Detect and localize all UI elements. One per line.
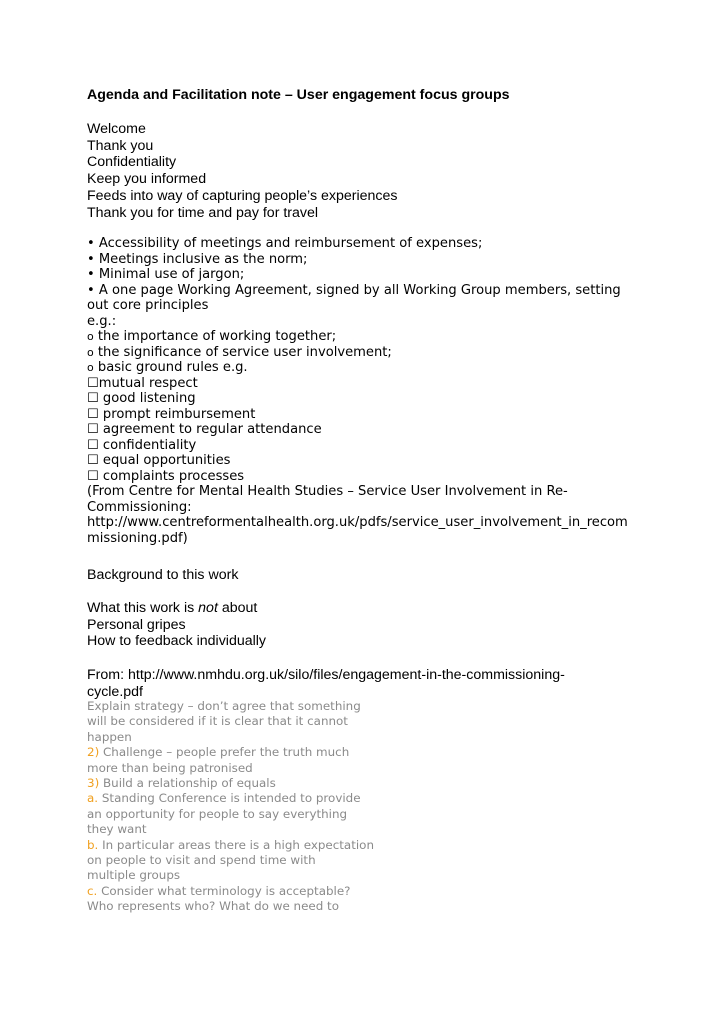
checkbox-item: [87, 376, 687, 392]
checkbox-icon: ☐: [87, 406, 99, 422]
note-line: an opportunity for people to say everything: [87, 806, 348, 821]
welcome-list: [87, 121, 687, 221]
not-about-suffix: about: [217, 600, 258, 616]
checkbox-label: agreement to regular attendance: [98, 422, 322, 437]
note-text: Standing Conference is intended to provide: [98, 791, 361, 806]
note-line: they want: [87, 822, 147, 837]
note-line: Explain strategy – don’t agree that something: [87, 699, 361, 713]
source-line: (From Centre for Mental Health Studies – Service User Involvement in Re-: [87, 484, 568, 499]
checkbox-icon: ☐: [87, 437, 99, 453]
note-text: In particular areas there is a high expectation: [98, 837, 374, 852]
checkbox-label: good listening: [98, 391, 196, 406]
from-source: [87, 667, 687, 700]
bullet-item: • A one page Working Agreement, signed by all Working Group members, setting: [87, 282, 621, 298]
bullet-item: • Minimal use of jargon;: [87, 267, 245, 282]
checkbox-label: mutual respect: [98, 375, 198, 391]
list-item: Feeds into way of capturing people’s experiences: [87, 187, 398, 204]
list-item: Welcome: [87, 121, 146, 137]
list-item: Personal gripes: [87, 616, 186, 633]
note-line: [87, 884, 687, 899]
checkbox-item: [87, 469, 687, 485]
not-about-section: [87, 600, 687, 650]
source-line: Commissioning:: [87, 499, 192, 515]
sub-item-text: basic ground rules e.g.: [93, 360, 248, 375]
note-number: c.: [87, 883, 98, 898]
sub-item-text: the importance of working together;: [93, 329, 337, 344]
checkbox-item: [87, 438, 687, 454]
quoted-notes: [87, 699, 687, 915]
note-line: [87, 745, 687, 760]
background-heading: Background to this work: [87, 567, 239, 583]
note-line: happen: [87, 729, 132, 744]
sub-item-text: the significance of service user involvement;: [93, 344, 392, 360]
principles-list: [87, 236, 687, 546]
bullet-item: • Meetings inclusive as the norm;: [87, 251, 308, 267]
note-number: a.: [87, 791, 99, 806]
checkbox-icon: ☐: [87, 453, 99, 468]
checkbox-label: confidentiality: [98, 437, 197, 453]
checkbox-item: [87, 391, 687, 407]
not-about-heading: [87, 600, 687, 617]
from-link-continued[interactable]: cycle.pdf: [87, 683, 143, 700]
note-number: 2): [87, 745, 100, 760]
list-item: Thank you for time and pay for travel: [87, 204, 319, 221]
note-line: will be considered if it is clear that it cannot: [87, 714, 348, 729]
note-number: b.: [87, 837, 99, 852]
checkbox-item: [87, 407, 687, 423]
checkbox-icon: ☐: [87, 422, 99, 437]
checkbox-icon: ☐: [87, 468, 99, 484]
note-line: [87, 838, 687, 853]
checkbox-item: [87, 453, 687, 469]
source-link[interactable]: http://www.centreformentalhealth.org.uk/pdfs/service_user_involvement_in_recom: [87, 515, 628, 530]
from-link[interactable]: From: http://www.nmhdu.org.uk/silo/files/engagement-in-the-commissioning-: [87, 667, 565, 683]
note-line: multiple groups: [87, 868, 181, 883]
note-number: 3): [87, 776, 100, 791]
note-line: [87, 776, 687, 791]
source-line: missioning.pdf): [87, 530, 188, 546]
bullet-item: e.g.:: [87, 313, 117, 329]
checkbox-label: complaints processes: [98, 468, 245, 484]
checkbox-item: [87, 422, 687, 438]
list-item: How to feedback individually: [87, 633, 267, 650]
note-text: Challenge – people prefer the truth much: [99, 745, 350, 760]
note-text: Build a relationship of equals: [99, 776, 276, 791]
checkbox-label: equal opportunities: [98, 453, 231, 468]
bullet-item: • Accessibility of meetings and reimbursement of expenses;: [87, 236, 483, 251]
checkbox-icon: ☐: [87, 391, 99, 406]
list-item: Thank you: [87, 137, 154, 154]
not-about-emphasis: not: [198, 600, 218, 616]
sub-item: [87, 360, 687, 376]
sub-item: [87, 345, 687, 361]
note-line: on people to visit and spend time with: [87, 853, 316, 868]
circle-bullet-icon: o: [87, 361, 94, 374]
sub-item: [87, 329, 687, 345]
list-item: Confidentiality: [87, 154, 177, 171]
not-about-prefix: What this work is: [87, 600, 199, 616]
checkbox-label: prompt reimbursement: [98, 406, 256, 422]
checkbox-icon: ☐: [87, 375, 99, 391]
note-line: [87, 791, 687, 806]
list-item: Keep you informed: [87, 171, 207, 188]
note-line: more than being patronised: [87, 760, 253, 775]
note-line: Who represents who? What do we need to: [87, 899, 339, 914]
note-text: Consider what terminology is acceptable?: [97, 883, 351, 898]
circle-bullet-icon: o: [87, 330, 94, 343]
document-title: Agenda and Facilitation note – User engagement focus groups: [87, 87, 510, 103]
circle-bullet-icon: o: [87, 345, 94, 359]
bullet-item: out core principles: [87, 298, 209, 313]
